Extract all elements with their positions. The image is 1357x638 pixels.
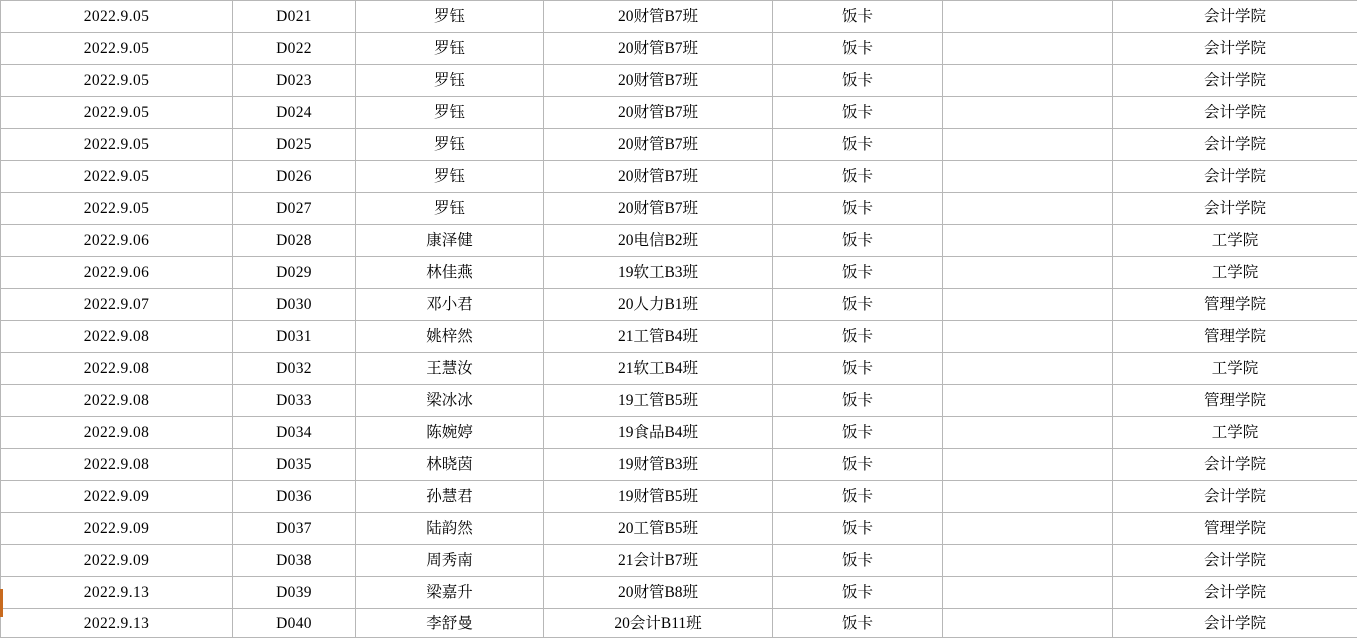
cell-college[interactable]: 工学院 (1113, 353, 1357, 385)
cell-date[interactable]: 2022.9.13 (1, 609, 233, 638)
table-row[interactable] (1, 97, 1357, 129)
cell-date[interactable]: 2022.9.05 (1, 33, 233, 65)
cell-item[interactable]: 饭卡 (773, 225, 943, 257)
cell-date[interactable]: 2022.9.13 (1, 577, 233, 609)
cell-id[interactable]: D033 (233, 385, 356, 417)
cell-class[interactable]: 19工管B5班 (544, 385, 773, 417)
cell-class[interactable]: 20财管B7班 (544, 65, 773, 97)
cell-id[interactable]: D024 (233, 97, 356, 129)
cell-name[interactable]: 邓小君 (356, 289, 544, 321)
cell-class[interactable]: 21工管B4班 (544, 321, 773, 353)
table-body (1, 1, 1357, 638)
cell-name[interactable]: 罗钰 (356, 33, 544, 65)
cell-class[interactable]: 21会计B7班 (544, 545, 773, 577)
cell-class[interactable]: 20人力B1班 (544, 289, 773, 321)
cell-college[interactable]: 工学院 (1113, 257, 1357, 289)
cell-college[interactable]: 会计学院 (1113, 481, 1357, 513)
cell-college[interactable]: 工学院 (1113, 417, 1357, 449)
cell-date[interactable]: 2022.9.08 (1, 385, 233, 417)
cell-blank[interactable] (943, 353, 1113, 385)
cell-id[interactable]: D028 (233, 225, 356, 257)
cell-name[interactable]: 周秀南 (356, 545, 544, 577)
cell-class[interactable]: 21软工B4班 (544, 353, 773, 385)
cell-date[interactable]: 2022.9.09 (1, 545, 233, 577)
cell-id[interactable]: D040 (233, 609, 356, 638)
cell-name[interactable]: 林晓茵 (356, 449, 544, 481)
cell-name[interactable]: 罗钰 (356, 161, 544, 193)
table-row[interactable] (1, 161, 1357, 193)
cell-college[interactable]: 会计学院 (1113, 1, 1357, 33)
cell-item[interactable]: 饭卡 (773, 1, 943, 33)
cell-id[interactable]: D036 (233, 481, 356, 513)
cell-class[interactable]: 20财管B7班 (544, 97, 773, 129)
table-row[interactable] (1, 65, 1357, 97)
cell-class[interactable]: 19软工B3班 (544, 257, 773, 289)
cell-class[interactable]: 20财管B8班 (544, 577, 773, 609)
table-row[interactable] (1, 257, 1357, 289)
cell-college[interactable]: 管理学院 (1113, 513, 1357, 545)
table-row[interactable] (1, 1, 1357, 33)
cell-blank[interactable] (943, 129, 1113, 161)
table-row[interactable] (1, 513, 1357, 545)
cell-id[interactable]: D034 (233, 417, 356, 449)
cell-id[interactable]: D031 (233, 321, 356, 353)
cell-date[interactable]: 2022.9.09 (1, 513, 233, 545)
cell-id[interactable]: D032 (233, 353, 356, 385)
cell-blank[interactable] (943, 513, 1113, 545)
table-row[interactable] (1, 609, 1357, 638)
cell-blank[interactable] (943, 225, 1113, 257)
cell-id[interactable]: D026 (233, 161, 356, 193)
cell-item[interactable]: 饭卡 (773, 65, 943, 97)
cell-blank[interactable] (943, 97, 1113, 129)
cell-blank[interactable] (943, 257, 1113, 289)
table-row[interactable] (1, 321, 1357, 353)
cell-name[interactable]: 陆韵然 (356, 513, 544, 545)
cell-id[interactable]: D030 (233, 289, 356, 321)
cell-item[interactable]: 饭卡 (773, 289, 943, 321)
cell-id[interactable]: D022 (233, 33, 356, 65)
cell-name[interactable]: 康泽健 (356, 225, 544, 257)
cell-college[interactable]: 工学院 (1113, 225, 1357, 257)
cell-college[interactable]: 管理学院 (1113, 385, 1357, 417)
cell-college[interactable]: 会计学院 (1113, 97, 1357, 129)
cell-id[interactable]: D027 (233, 193, 356, 225)
cell-blank[interactable] (943, 385, 1113, 417)
cell-college[interactable]: 会计学院 (1113, 161, 1357, 193)
table-row[interactable] (1, 33, 1357, 65)
cell-id[interactable]: D029 (233, 257, 356, 289)
cell-blank[interactable] (943, 193, 1113, 225)
cell-item[interactable]: 饭卡 (773, 193, 943, 225)
cell-id[interactable]: D038 (233, 545, 356, 577)
selection-marker (0, 589, 3, 617)
cell-item[interactable]: 饭卡 (773, 417, 943, 449)
cell-class[interactable]: 20财管B7班 (544, 129, 773, 161)
cell-name[interactable]: 罗钰 (356, 97, 544, 129)
table-row[interactable] (1, 417, 1357, 449)
cell-blank[interactable] (943, 449, 1113, 481)
cell-college[interactable]: 会计学院 (1113, 577, 1357, 609)
cell-class[interactable]: 19财管B5班 (544, 481, 773, 513)
cell-class[interactable]: 20财管B7班 (544, 33, 773, 65)
cell-college[interactable]: 会计学院 (1113, 449, 1357, 481)
cell-date[interactable]: 2022.9.05 (1, 161, 233, 193)
cell-date[interactable]: 2022.9.05 (1, 97, 233, 129)
cell-date[interactable]: 2022.9.08 (1, 417, 233, 449)
cell-date[interactable]: 2022.9.06 (1, 257, 233, 289)
cell-item[interactable]: 饭卡 (773, 321, 943, 353)
table-row[interactable] (1, 545, 1357, 577)
cell-name[interactable]: 林佳燕 (356, 257, 544, 289)
cell-item[interactable]: 饭卡 (773, 97, 943, 129)
table-row[interactable] (1, 193, 1357, 225)
cell-date[interactable]: 2022.9.05 (1, 129, 233, 161)
cell-college[interactable]: 管理学院 (1113, 289, 1357, 321)
cell-name[interactable]: 孙慧君 (356, 481, 544, 513)
cell-item[interactable]: 饭卡 (773, 481, 943, 513)
cell-name[interactable]: 王慧汝 (356, 353, 544, 385)
cell-id[interactable]: D039 (233, 577, 356, 609)
cell-item[interactable]: 饭卡 (773, 513, 943, 545)
cell-item[interactable]: 饭卡 (773, 385, 943, 417)
cell-college[interactable]: 会计学院 (1113, 129, 1357, 161)
cell-id[interactable]: D037 (233, 513, 356, 545)
cell-college[interactable]: 会计学院 (1113, 609, 1357, 638)
cell-date[interactable]: 2022.9.05 (1, 65, 233, 97)
cell-class[interactable]: 20财管B7班 (544, 193, 773, 225)
cell-blank[interactable] (943, 545, 1113, 577)
cell-blank[interactable] (943, 481, 1113, 513)
cell-item[interactable]: 饭卡 (773, 609, 943, 638)
cell-name[interactable]: 罗钰 (356, 129, 544, 161)
cell-class[interactable]: 20财管B7班 (544, 161, 773, 193)
cell-blank[interactable] (943, 321, 1113, 353)
cell-name[interactable]: 梁嘉升 (356, 577, 544, 609)
cell-name[interactable]: 罗钰 (356, 1, 544, 33)
cell-date[interactable]: 2022.9.06 (1, 225, 233, 257)
cell-blank[interactable] (943, 289, 1113, 321)
cell-college[interactable]: 会计学院 (1113, 65, 1357, 97)
cell-name[interactable]: 梁冰冰 (356, 385, 544, 417)
cell-name[interactable]: 姚梓然 (356, 321, 544, 353)
cell-blank[interactable] (943, 33, 1113, 65)
cell-date[interactable]: 2022.9.08 (1, 353, 233, 385)
cell-id[interactable]: D025 (233, 129, 356, 161)
table-row[interactable] (1, 289, 1357, 321)
cell-id[interactable]: D023 (233, 65, 356, 97)
cell-college[interactable]: 会计学院 (1113, 545, 1357, 577)
table-row[interactable] (1, 225, 1357, 257)
cell-item[interactable]: 饭卡 (773, 129, 943, 161)
cell-item[interactable]: 饭卡 (773, 545, 943, 577)
cell-college[interactable]: 会计学院 (1113, 193, 1357, 225)
cell-class[interactable]: 20会计B11班 (544, 609, 773, 638)
cell-class[interactable]: 20工管B5班 (544, 513, 773, 545)
cell-blank[interactable] (943, 577, 1113, 609)
cell-class[interactable]: 19财管B3班 (544, 449, 773, 481)
cell-name[interactable]: 李舒曼 (356, 609, 544, 638)
cell-date[interactable]: 2022.9.09 (1, 481, 233, 513)
cell-name[interactable]: 陈婉婷 (356, 417, 544, 449)
cell-item[interactable]: 饭卡 (773, 257, 943, 289)
cell-item[interactable]: 饭卡 (773, 449, 943, 481)
cell-name[interactable]: 罗钰 (356, 65, 544, 97)
cell-blank[interactable] (943, 609, 1113, 638)
cell-blank[interactable] (943, 65, 1113, 97)
cell-class[interactable]: 20电信B2班 (544, 225, 773, 257)
cell-name[interactable]: 罗钰 (356, 193, 544, 225)
cell-college[interactable]: 管理学院 (1113, 321, 1357, 353)
cell-item[interactable]: 饭卡 (773, 161, 943, 193)
cell-class[interactable]: 20财管B7班 (544, 1, 773, 33)
cell-blank[interactable] (943, 417, 1113, 449)
cell-date[interactable]: 2022.9.05 (1, 1, 233, 33)
cell-id[interactable]: D021 (233, 1, 356, 33)
table-row[interactable] (1, 449, 1357, 481)
table-row[interactable] (1, 385, 1357, 417)
table-row[interactable] (1, 129, 1357, 161)
table-row[interactable] (1, 353, 1357, 385)
cell-date[interactable]: 2022.9.05 (1, 193, 233, 225)
cell-college[interactable]: 会计学院 (1113, 33, 1357, 65)
table-row[interactable] (1, 481, 1357, 513)
cell-class[interactable]: 19食品B4班 (544, 417, 773, 449)
cell-date[interactable]: 2022.9.07 (1, 289, 233, 321)
cell-blank[interactable] (943, 1, 1113, 33)
cell-date[interactable]: 2022.9.08 (1, 321, 233, 353)
cell-date[interactable]: 2022.9.08 (1, 449, 233, 481)
table-row[interactable] (1, 577, 1357, 609)
cell-item[interactable]: 饭卡 (773, 33, 943, 65)
cell-id[interactable]: D035 (233, 449, 356, 481)
cell-item[interactable]: 饭卡 (773, 353, 943, 385)
cell-blank[interactable] (943, 161, 1113, 193)
cell-item[interactable]: 饭卡 (773, 577, 943, 609)
